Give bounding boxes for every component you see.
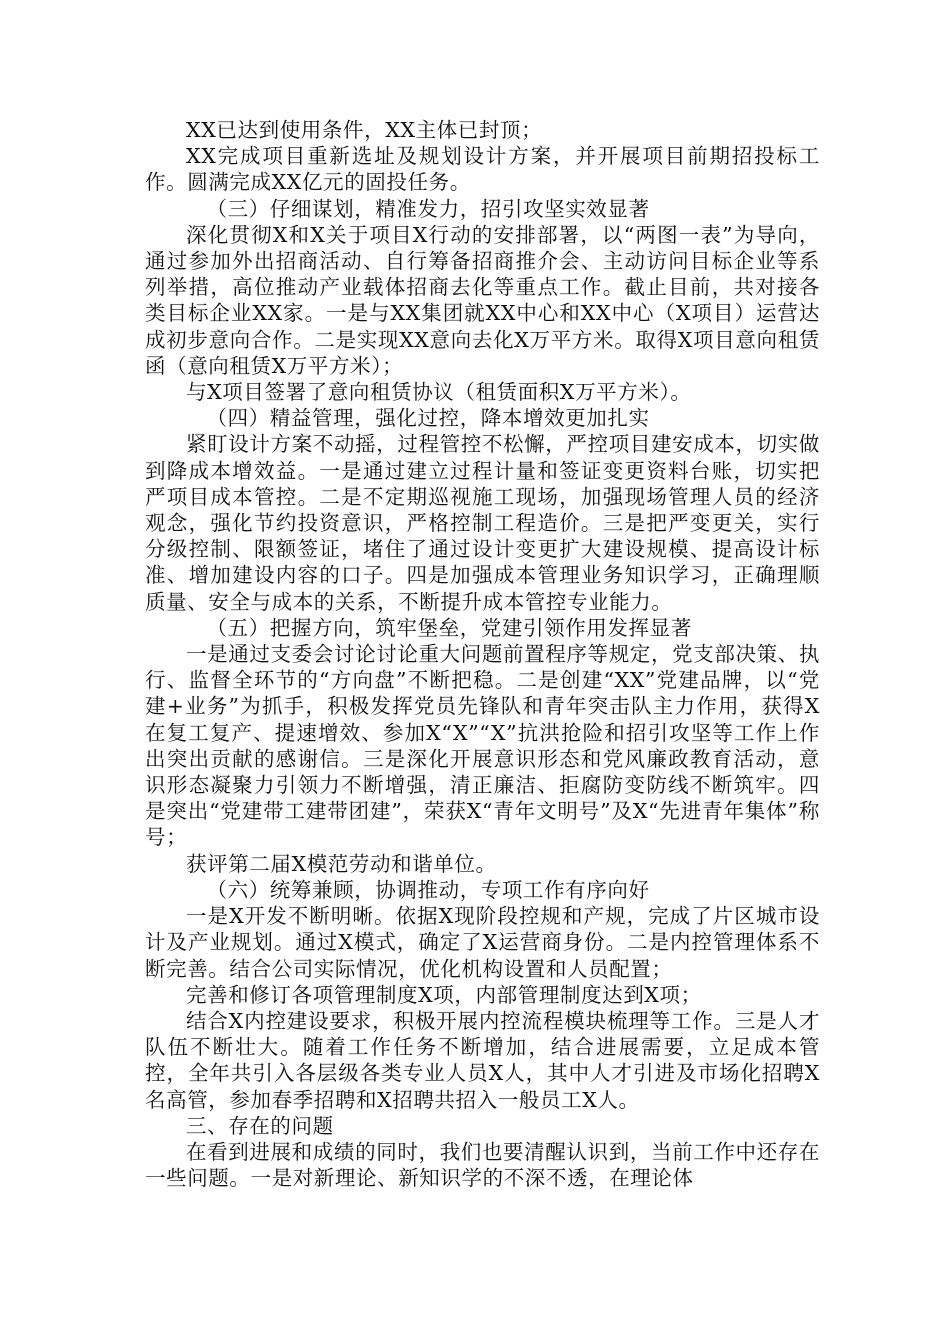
paragraph-1: XX已达到使用条件，XX主体已封顶； bbox=[186, 118, 543, 142]
paragraph-16: 在看到进展和成绩的同时，我们也要清醒认识到，当前工作中还存在一些问题。一是对新理论、新知识学的不深不透，在理论体 bbox=[145, 1139, 820, 1191]
paragraph-5: 与X项目签署了意向租赁协议（租赁面积X万平方米）。 bbox=[186, 380, 692, 405]
section-heading-4: （四）精益管理，强化过控，降本增效更加扎实 bbox=[206, 406, 650, 431]
paragraph-12: 一是X开发不断明晰。依据X现阶段控规和产规，完成了片区城市设计及产业规划。通过X模式，确定了X运营商身份。二是内控管理体系不断完善。结合公司实际情况，优化机构设置和人员配置； bbox=[145, 904, 820, 981]
chapter-heading-problems: 三、存在的问题 bbox=[186, 1113, 334, 1138]
paragraph-14: 结合X内控建设要求，积极开展内控流程模块梳理等工作。三是人才队伍不断壮大。随着工作任务不断增加，结合进展需要，立足成本管控，全年共引入各层级各类专业人员X人，其中人才引进及市场化招聘X名高管，参加春季招聘和X招聘共招入一般员工X人。 bbox=[145, 1008, 820, 1112]
section-heading-5: （五）把握方向，筑牢堡垒，党建引领作用发挥显著 bbox=[206, 615, 692, 640]
section-heading-3: （三）仔细谋划，精准发力，招引攻坚实效显著 bbox=[206, 196, 650, 221]
paragraph-13: 完善和修订各项管理制度X项，内部管理制度达到X项； bbox=[186, 982, 702, 1007]
section-heading-6: （六）统筹兼顾，协调推动，专项工作有序向好 bbox=[206, 877, 650, 902]
paragraph-9: 一是通过支委会讨论讨论重大问题前置程序等规定，党支部决策、执行、监督全环节的“方向盘”不断把稳。二是创建“XX”党建品牌，以“党建+业务”为抓手，积极发挥党员先锋队和青年突击队主力作用，获得X在复工复产、提速增效、参加X“X”“X”抗洪抢险和招引攻坚等工作上作出突出贡献的感谢信。三是深化开展意识形态和党风廉政教育活动，意识形态凝聚力引领力不断增强，清正廉洁、拒腐防变防线不断筑牢。四是突出“党建带工建带团建”，荣获X“青年文明号”及X“先进青年集体”称号； bbox=[145, 642, 820, 850]
paragraph-2: XX完成项目重新选址及规划设计方案，并开展项目前期招投标工作。圆满完成XX亿元的固投任务。 bbox=[145, 144, 820, 195]
paragraph-7: 紧盯设计方案不动摇，过程管控不松懈，严控项目建安成本，切实做到降成本增效益。一是通过建立过程计量和签证变更资料台账，切实把严项目成本管控。二是不定期巡视施工现场，加强现场管理人员的经济观念，强化节约投资意识，严格控制工程造价。三是把严变更关，实行分级控制、限额签证，堵住了通过设计变更扩大建设规模、提高设计标准、增加建设内容的口子。四是加强成本管理业务知识学习，正确理顺质量、安全与成本的关系，不断提升成本管控专业能力。 bbox=[145, 432, 820, 614]
paragraph-10: 获评第二届X模范劳动和谐单位。 bbox=[186, 851, 497, 876]
paragraph-4: 深化贯彻X和X关于项目X行动的安排部署，以“两图一表”为导向，通过参加外出招商活动、自行筹备招商推介会、主动访问目标企业等系列举措，高位推动产业载体招商去化等重点工作。截止目前，共对接各类目标企业XX家。一是与XX集团就XX中心和XX中心（X项目）运营达成初步意向合作。二是实现XX意向去化X万平方米。取得X项目意向租赁函（意向租赁X万平方米）； bbox=[145, 222, 820, 378]
document-page bbox=[145, 117, 820, 1191]
